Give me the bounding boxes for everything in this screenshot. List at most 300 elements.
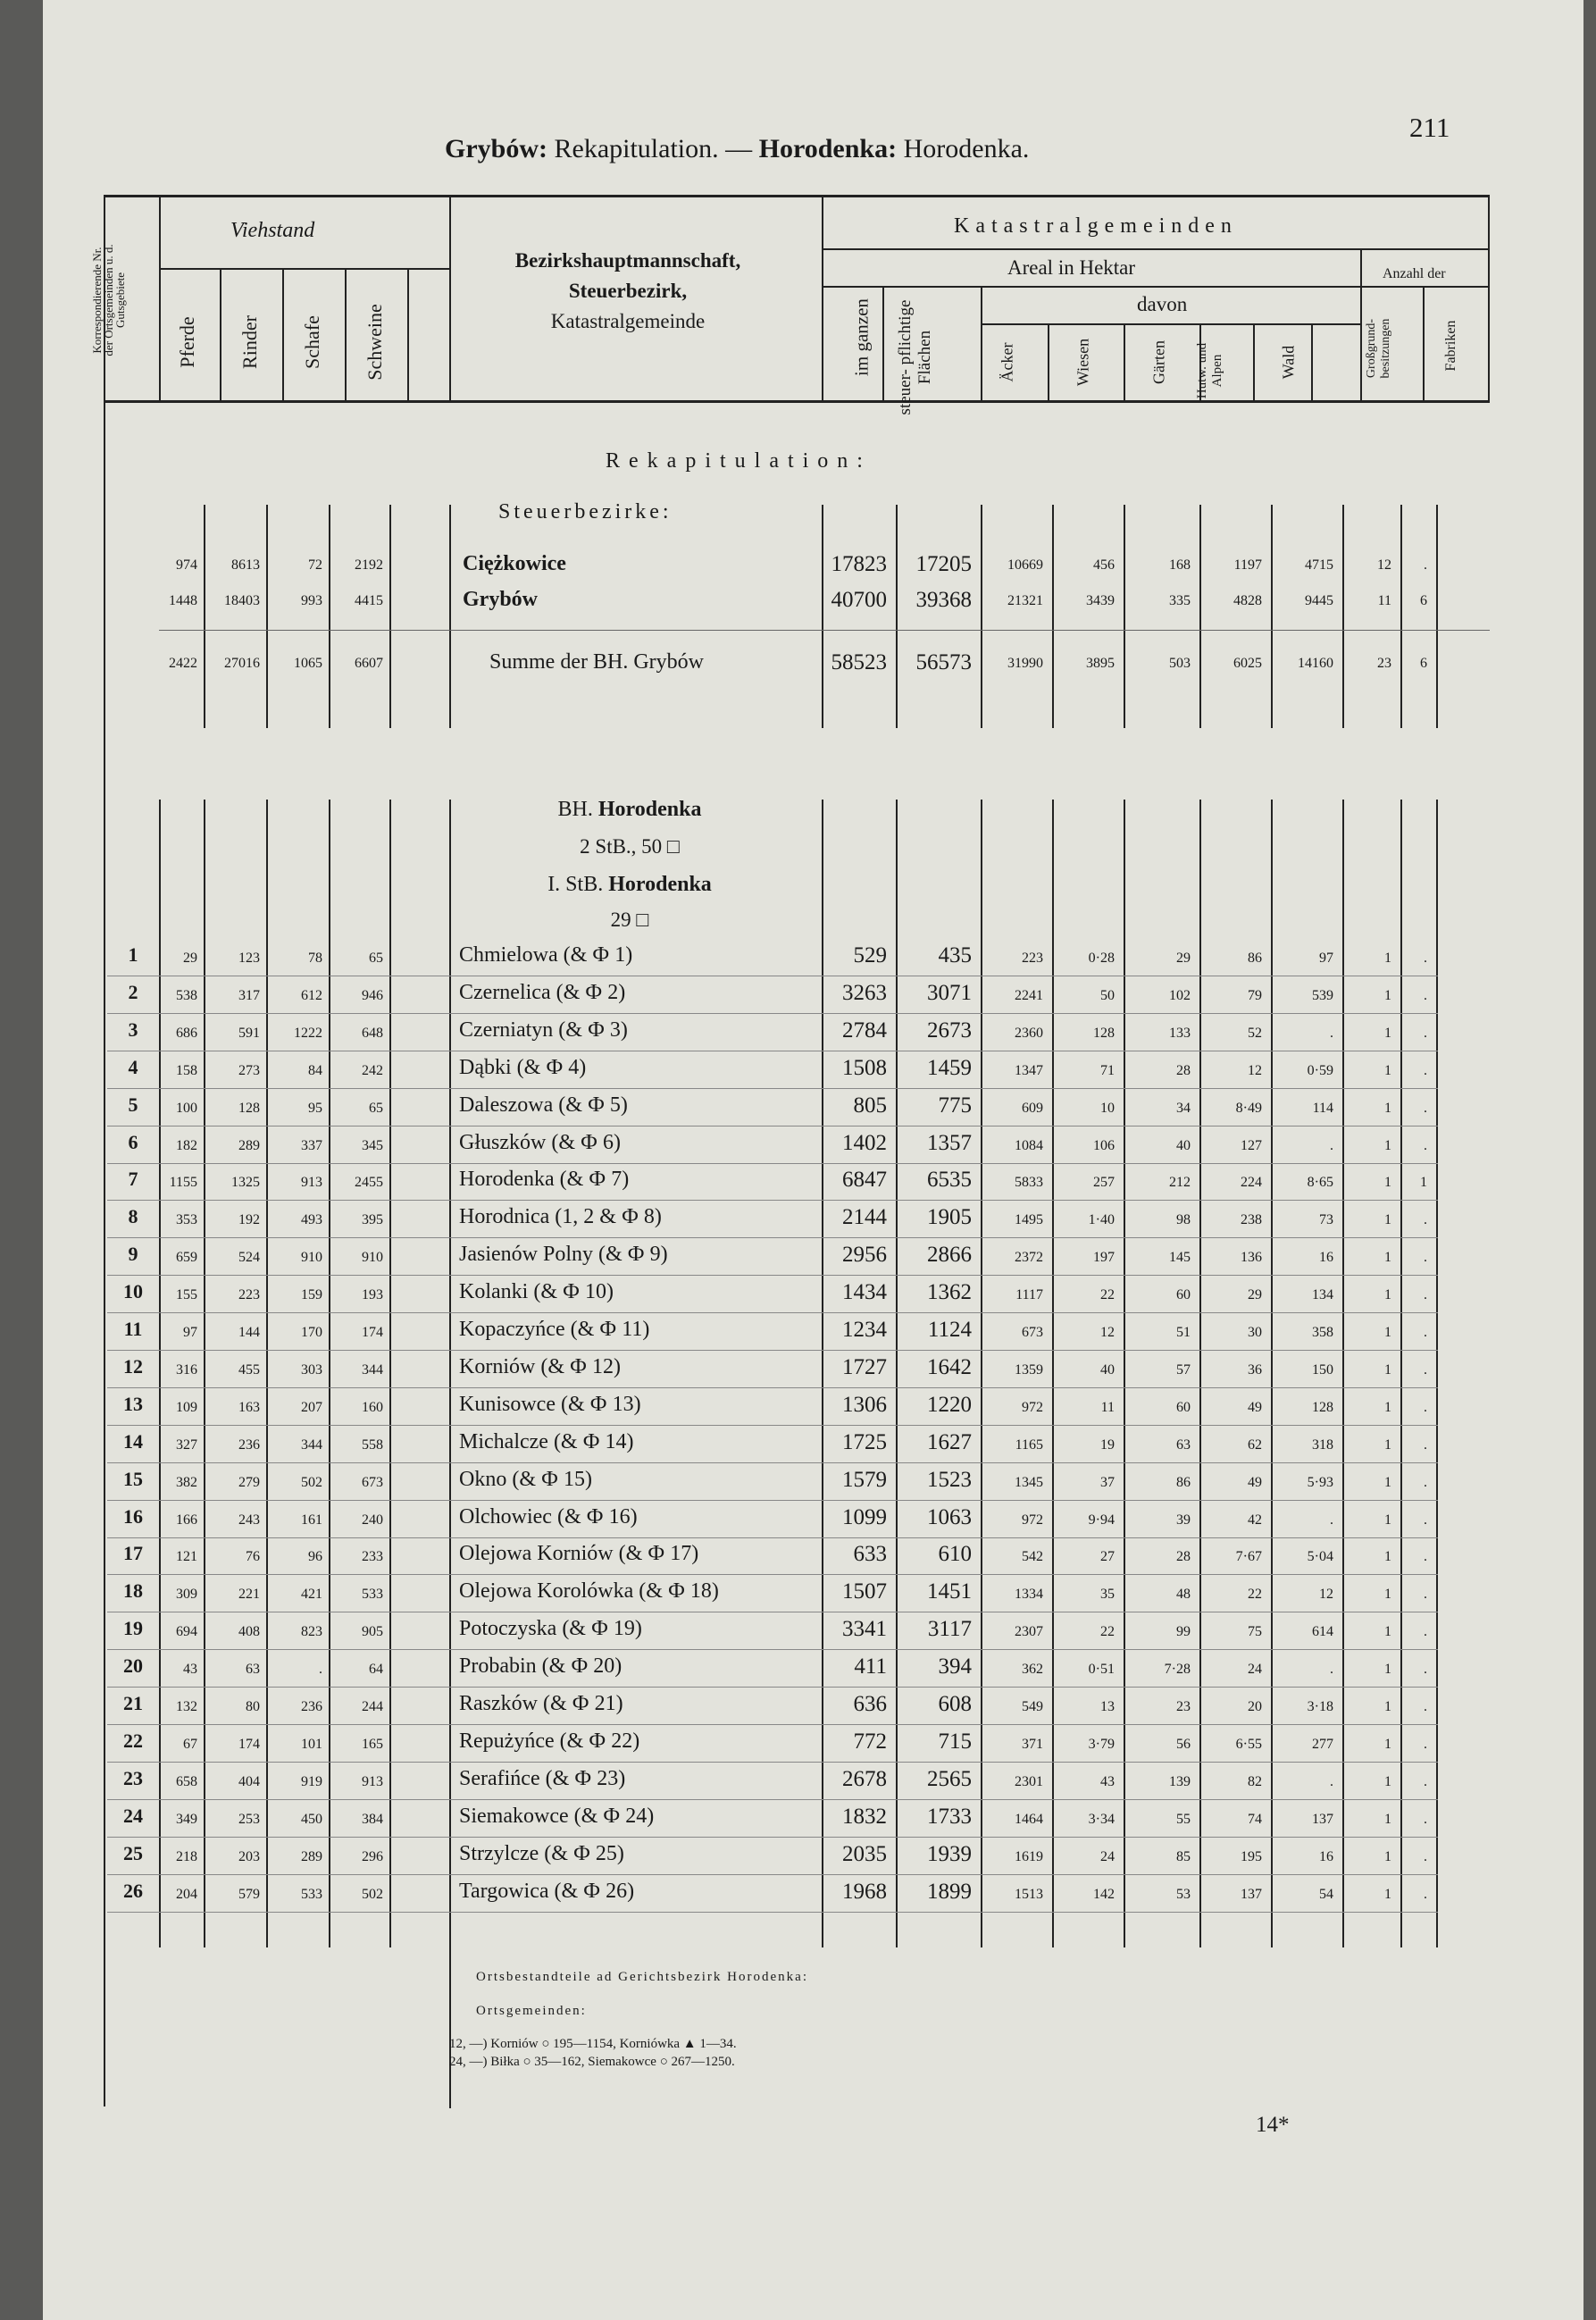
table-cell-vieh: 558 [362,1437,383,1453]
table-cell-vieh: 533 [362,1587,383,1602]
table-cell-davon: 6·55 [1235,1737,1262,1752]
rekap-davon: 23 [1377,656,1391,671]
row-number: 15 [123,1468,143,1490]
row-number: 14 [123,1430,143,1453]
table-cell-vieh: 309 [176,1587,197,1602]
footnote-line1: Ortsbestandteile ad Gerichtsbezirk Horodenka: [476,1970,808,1984]
table-cell-vieh: 344 [362,1362,383,1378]
body-col-line [1436,800,1438,1947]
table-row-name: Czerniatyn (& Ф 3) [459,1018,628,1042]
table-cell-vieh: 919 [301,1774,322,1789]
bh-line3 [447,873,813,897]
table-cell-davon: 0·51 [1088,1662,1115,1677]
table-cell-davon: . [1424,1250,1427,1265]
rekap-davon: 1197 [1233,557,1262,573]
rekap-name: Ciężkowice [463,552,566,575]
header-pferde: Pferde [176,316,198,368]
table-cell-davon: 28 [1176,1063,1191,1078]
table-cell-davon: 12 [1100,1325,1115,1340]
table-cell-davon: 542 [1022,1549,1043,1564]
table-cell-vieh: 612 [301,988,322,1003]
table-cell-davon: . [1424,1549,1427,1564]
table-row-rule [107,1724,1438,1725]
row-number: 1 [128,943,138,966]
table-cell-vieh: 101 [301,1737,322,1752]
table-cell-davon: . [1424,1212,1427,1227]
rekap-davon: 9445 [1305,593,1333,608]
table-row-rule [107,1537,1438,1538]
katastral-rule [822,248,1488,250]
table-cell-davon: 972 [1022,1400,1043,1415]
table-cell-areal: 1357 [927,1131,972,1155]
table-cell-areal: 2035 [842,1842,887,1866]
table-cell-davon: 24 [1100,1849,1115,1864]
table-cell-davon: 1347 [1015,1063,1043,1078]
table-cell-davon: 1 [1384,1250,1391,1265]
table-cell-davon: 13 [1100,1699,1115,1714]
rekap-cell: 72 [308,557,322,573]
table-cell-vieh: 317 [238,988,260,1003]
table-cell-vieh: 76 [246,1549,260,1564]
table-cell-davon: 1 [1384,1400,1391,1415]
table-cell-vieh: 84 [308,1063,322,1078]
table-cell-vieh: 384 [362,1812,383,1827]
table-cell-davon: 145 [1169,1250,1191,1265]
table-cell-davon: 71 [1100,1063,1115,1078]
rekap-cell: 6607 [355,656,383,671]
table-cell-vieh: 163 [238,1400,260,1415]
table-cell-davon: 358 [1312,1325,1333,1340]
title-dash: — [725,134,753,163]
table-row-name: Olchowiec (& Ф 16) [459,1505,638,1529]
table-cell-davon: 7·28 [1164,1662,1191,1677]
table-cell-vieh: 823 [301,1624,322,1639]
header-wiesen: Wiesen [1074,338,1092,387]
table-cell-davon: . [1424,1624,1427,1639]
table-cell-davon: 55 [1176,1812,1191,1827]
col-line-gross [1423,286,1425,400]
table-cell-areal: 1402 [842,1131,887,1155]
table-row-name: Targowica (& Ф 26) [459,1880,635,1903]
table-cell-davon: . [1330,1138,1333,1153]
rekap-cell: 993 [301,593,322,608]
table-row-name: Korniów (& Ф 12) [459,1355,621,1378]
col-line-korr [159,195,161,400]
row-number: 24 [123,1805,143,1827]
row-number: 12 [123,1355,143,1378]
table-cell-davon: 24 [1248,1662,1262,1677]
table-cell-davon: . [1424,1849,1427,1864]
header-steuerpflichtig: steuer- pflichtige Flächen [896,299,934,415]
table-cell-davon: 128 [1312,1400,1333,1415]
table-cell-davon: . [1424,1699,1427,1714]
table-cell-vieh: 344 [301,1437,322,1453]
table-cell-davon: 28 [1176,1549,1191,1564]
table-row-name: Głuszków (& Ф 6) [459,1131,621,1154]
table-cell-davon: 2301 [1015,1774,1043,1789]
table-cell-areal: 3341 [842,1617,887,1641]
table-cell-davon: 9·94 [1088,1512,1115,1528]
table-cell-vieh: 95 [308,1101,322,1116]
table-cell-davon: 2360 [1015,1026,1043,1041]
row-number: 11 [123,1318,143,1340]
table-cell-vieh: 132 [176,1699,197,1714]
table-cell-vieh: 165 [362,1737,383,1752]
table-cell-davon: 3·79 [1088,1737,1115,1752]
table-cell-davon: 1 [1384,951,1391,966]
rekap-areal: 17205 [915,552,972,576]
table-cell-davon: 22 [1248,1587,1262,1602]
table-cell-davon: 30 [1248,1325,1262,1340]
table-row-rule [107,1799,1438,1800]
table-cell-vieh: 64 [369,1662,383,1677]
table-cell-davon: 614 [1312,1624,1333,1639]
table-row-name: Serafińce (& Ф 23) [459,1767,626,1790]
table-cell-davon: 49 [1248,1400,1262,1415]
table-cell-davon: 1 [1384,1212,1391,1227]
bh-line3-prefix: I. StB. [547,873,604,896]
rekap-col-line [329,505,330,728]
table-cell-davon: . [1424,951,1427,966]
table-cell-areal: 1733 [927,1805,972,1829]
table-cell-davon: 1 [1384,1812,1391,1827]
table-cell-areal: 411 [854,1654,887,1679]
table-row-rule [107,1387,1438,1388]
table-cell-areal: 3071 [927,981,972,1005]
table-cell-davon: . [1424,1512,1427,1528]
table-cell-davon: 1 [1384,1549,1391,1564]
table-cell-areal: 2866 [927,1243,972,1267]
table-cell-davon: 75 [1248,1624,1262,1639]
viehstand-rule [159,268,449,270]
table-cell-davon: 609 [1022,1101,1043,1116]
table-cell-vieh: 502 [301,1475,322,1490]
col-line-wald [1311,323,1313,400]
table-cell-davon: 106 [1093,1138,1115,1153]
table-row-name: Probabin (& Ф 20) [459,1654,623,1678]
title-left-bold: Grybów: [445,134,547,163]
title-left-rest: Rekapitulation. [554,134,719,163]
table-cell-vieh: 1222 [294,1026,322,1041]
table-cell-areal: 6535 [927,1168,972,1192]
table-row-rule [107,1762,1438,1763]
rekap-col-line [1342,505,1344,728]
table-cell-vieh: 316 [176,1362,197,1378]
table-row-name: Okno (& Ф 15) [459,1468,592,1491]
bh-title-name: Horodenka [597,798,702,821]
table-cell-davon: 0·59 [1307,1063,1333,1078]
rekap-davon: 4715 [1305,557,1333,573]
table-cell-davon: 35 [1100,1587,1115,1602]
header-anzahl: Anzahl der [1383,266,1446,281]
table-cell-davon: 22 [1100,1287,1115,1302]
table-cell-davon: 212 [1169,1175,1191,1190]
table-cell-davon: 1 [1384,1512,1391,1528]
rekap-col-line [1199,505,1201,728]
table-cell-vieh: 155 [176,1287,197,1302]
table-cell-davon: 12 [1319,1587,1333,1602]
table-cell-vieh: 65 [369,951,383,966]
table-cell-davon: 0·28 [1088,951,1115,966]
table-cell-areal: 715 [938,1730,972,1754]
table-cell-areal: 1124 [927,1318,972,1342]
bh-line4: 29 □ [610,909,649,931]
table-cell-areal: 775 [938,1093,972,1118]
table-cell-davon: 10 [1100,1101,1115,1116]
table-cell-davon: 1619 [1015,1849,1043,1864]
table-cell-davon: 8·65 [1307,1175,1333,1190]
signature-mark: 14* [1256,2113,1290,2137]
table-cell-davon: 62 [1248,1437,1262,1453]
table-cell-davon: 139 [1169,1774,1191,1789]
bh-title-prefix: BH. [557,798,593,821]
table-row-rule [107,1574,1438,1575]
table-cell-areal: 1725 [842,1430,887,1454]
table-cell-davon: 36 [1248,1362,1262,1378]
table-cell-vieh: 78 [308,951,322,966]
table-cell-davon: 1359 [1015,1362,1043,1378]
table-cell-vieh: 694 [176,1624,197,1639]
bh-title [447,798,813,822]
col-line-wiesen [1124,323,1125,400]
table-cell-vieh: 144 [238,1325,260,1340]
table-cell-davon: 1495 [1015,1212,1043,1227]
table-cell-davon: 136 [1241,1250,1262,1265]
table-cell-vieh: . [319,1662,322,1677]
table-cell-davon: 29 [1176,951,1191,966]
table-cell-davon: 48 [1176,1587,1191,1602]
table-cell-davon: 34 [1176,1101,1191,1116]
rekap-cell: 2422 [169,656,197,671]
rekap-col-line [896,505,898,728]
table-cell-davon: 371 [1022,1737,1043,1752]
table-cell-areal: 805 [853,1093,887,1118]
rekap-areal: 39368 [915,588,972,612]
table-cell-davon: 8·49 [1235,1101,1262,1116]
table-cell-davon: 16 [1319,1849,1333,1864]
table-cell-areal: 2144 [842,1205,887,1229]
table-cell-davon: 539 [1312,988,1333,1003]
table-cell-vieh: 223 [238,1287,260,1302]
row-number: 5 [128,1093,138,1116]
row-number: 19 [123,1617,143,1639]
table-cell-davon: 127 [1241,1138,1262,1153]
table-cell-vieh: 159 [301,1287,322,1302]
table-cell-davon: 972 [1022,1512,1043,1528]
rekap-col-line [1271,505,1273,728]
col-line-aecker [1048,323,1049,400]
table-cell-vieh: 242 [362,1063,383,1078]
table-cell-davon: 37 [1100,1475,1115,1490]
table-cell-davon: 1 [1384,1287,1391,1302]
footnote-line3: 12, —) Korniów ○ 195—1154, Korniówka ▲ 1—34. [449,2037,737,2051]
table-cell-areal: 1523 [927,1468,972,1492]
table-cell-vieh: 404 [238,1774,260,1789]
row-number: 10 [123,1280,143,1302]
table-cell-davon: 54 [1319,1887,1333,1902]
table-cell-areal: 1899 [927,1880,972,1904]
body-col-line [449,800,451,1947]
table-cell-davon: 1464 [1015,1812,1043,1827]
header-bottom-rule [104,400,1490,403]
table-cell-davon: 1 [1420,1175,1427,1190]
table-cell-areal: 1642 [927,1355,972,1379]
table-cell-davon: . [1424,1737,1427,1752]
table-cell-davon: . [1424,988,1427,1003]
table-cell-davon: 29 [1248,1287,1262,1302]
table-cell-vieh: 493 [301,1212,322,1227]
table-cell-davon: . [1330,1774,1333,1789]
page [43,0,1583,2320]
table-row-name: Horodnica (1, 2 & Ф 8) [459,1205,662,1228]
table-cell-davon: 52 [1248,1026,1262,1041]
table-cell-davon: 1 [1384,1774,1391,1789]
table-cell-vieh: 327 [176,1437,197,1453]
table-cell-areal: 1451 [927,1579,972,1604]
page-number: 211 [1409,112,1450,143]
header-bezirk [445,246,811,337]
table-cell-davon: 5·93 [1307,1475,1333,1490]
table-cell-davon: . [1330,1512,1333,1528]
rekap-davon: 21321 [1007,593,1043,608]
table-cell-davon: 142 [1093,1887,1115,1902]
rekap-areal: 56573 [915,650,972,674]
rekap-heading: Rekapitulation: [606,449,872,473]
rekap-sub: Steuerbezirke: [498,500,673,523]
rekap-col-line [1052,505,1054,728]
table-cell-davon: 1084 [1015,1138,1043,1153]
rekap-areal: 58523 [831,650,887,674]
table-row-name: Strzylcze (& Ф 25) [459,1842,624,1865]
table-cell-davon: 74 [1248,1812,1262,1827]
table-row-name: Michalcze (& Ф 14) [459,1430,634,1453]
table-cell-davon: 2241 [1015,988,1043,1003]
col-line-bezirk-end [822,195,823,400]
page-title [445,134,1029,164]
table-cell-vieh: 273 [238,1063,260,1078]
table-cell-davon: 5833 [1015,1175,1043,1190]
header-viehstand: Viehstand [230,219,315,242]
table-cell-vieh: 174 [238,1737,260,1752]
table-cell-areal: 2956 [842,1243,887,1267]
col-line-anzahl [1360,248,1362,400]
table-row-rule [107,1237,1438,1238]
table-cell-davon: . [1424,1437,1427,1453]
table-cell-davon: 5·04 [1307,1549,1333,1564]
row-number: 16 [123,1505,143,1528]
table-cell-davon: 1 [1384,1887,1391,1902]
table-cell-areal: 1507 [842,1579,887,1604]
table-cell-areal: 1234 [842,1318,887,1342]
rekap-cell: 1065 [294,656,322,671]
table-cell-davon: 1165 [1015,1437,1043,1453]
table-cell-areal: 610 [938,1542,972,1566]
table-cell-vieh: 221 [238,1587,260,1602]
title-right-rest: Horodenka. [903,134,1030,163]
table-cell-davon: 1 [1384,1699,1391,1714]
table-cell-vieh: 421 [301,1587,322,1602]
table-cell-vieh: 905 [362,1624,383,1639]
rekap-col-line [1436,505,1438,728]
rekap-col-line [1124,505,1125,728]
table-cell-davon: 19 [1100,1437,1115,1453]
table-cell-davon: . [1424,1887,1427,1902]
table-cell-davon: 12 [1248,1063,1262,1078]
table-cell-davon: . [1330,1026,1333,1041]
table-cell-davon: . [1424,1812,1427,1827]
table-cell-vieh: 121 [176,1549,197,1564]
table-row-name: Potoczyska (& Ф 19) [459,1617,642,1640]
rekap-cell: 4415 [355,593,383,608]
table-cell-vieh: 204 [176,1887,197,1902]
table-row-rule [107,1500,1438,1501]
table-cell-davon: 1 [1384,1175,1391,1190]
table-row-name: Olejowa Korniów (& Ф 17) [459,1542,699,1565]
table-cell-vieh: 29 [183,951,197,966]
table-cell-areal: 1362 [927,1280,972,1304]
rekap-davon: 3439 [1086,593,1115,608]
table-cell-areal: 3263 [842,981,887,1005]
table-row-rule [107,1013,1438,1014]
table-cell-areal: 1063 [927,1505,972,1529]
rekap-davon: 168 [1169,557,1191,573]
header-katastral: Katastralgemeinden [954,214,1238,238]
table-cell-vieh: 524 [238,1250,260,1265]
table-cell-vieh: 43 [183,1662,197,1677]
table-row-name: Olejowa Korolówka (& Ф 18) [459,1579,719,1603]
table-row-name: Kopaczyńce (& Ф 11) [459,1318,650,1341]
table-cell-vieh: 353 [176,1212,197,1227]
table-cell-davon: 673 [1022,1325,1043,1340]
row-number: 4 [128,1056,138,1078]
table-cell-vieh: 192 [238,1212,260,1227]
table-cell-davon: 42 [1248,1512,1262,1528]
header-im-ganzen: im ganzen [850,298,873,376]
table-cell-vieh: 591 [238,1026,260,1041]
rekap-davon: 456 [1093,557,1115,573]
table-cell-davon: 1 [1384,1437,1391,1453]
areal-rule [822,286,1360,288]
table-cell-areal: 1939 [927,1842,972,1866]
table-cell-vieh: 158 [176,1063,197,1078]
header-bezirk-line3: Katastralgemeinde [550,310,706,332]
table-cell-davon: 43 [1100,1774,1115,1789]
rekap-davon: 11 [1377,593,1391,608]
table-cell-vieh: 913 [362,1774,383,1789]
table-cell-vieh: 648 [362,1026,383,1041]
table-cell-davon: 40 [1176,1138,1191,1153]
table-cell-vieh: 1155 [169,1175,197,1190]
rekap-davon: 503 [1169,656,1191,671]
rekap-cell: 2192 [355,557,383,573]
table-cell-vieh: 174 [362,1325,383,1340]
table-cell-davon: 1 [1384,1063,1391,1078]
row-number: 13 [123,1393,143,1415]
table-cell-davon: 63 [1176,1437,1191,1453]
table-cell-davon: 86 [1248,951,1262,966]
rekap-davon: 6025 [1233,656,1262,671]
table-cell-areal: 1627 [927,1430,972,1454]
table-cell-davon: 257 [1093,1175,1115,1190]
col-line-rinder [282,268,284,400]
header-areal: Areal in Hektar [1007,256,1136,279]
table-cell-areal: 1220 [927,1393,972,1417]
table-cell-vieh: 253 [238,1812,260,1827]
table-row-rule [107,1350,1438,1351]
table-row-name: Siemakowce (& Ф 24) [459,1805,655,1828]
table-cell-areal: 1905 [927,1205,972,1229]
rekap-davon: 3895 [1086,656,1115,671]
